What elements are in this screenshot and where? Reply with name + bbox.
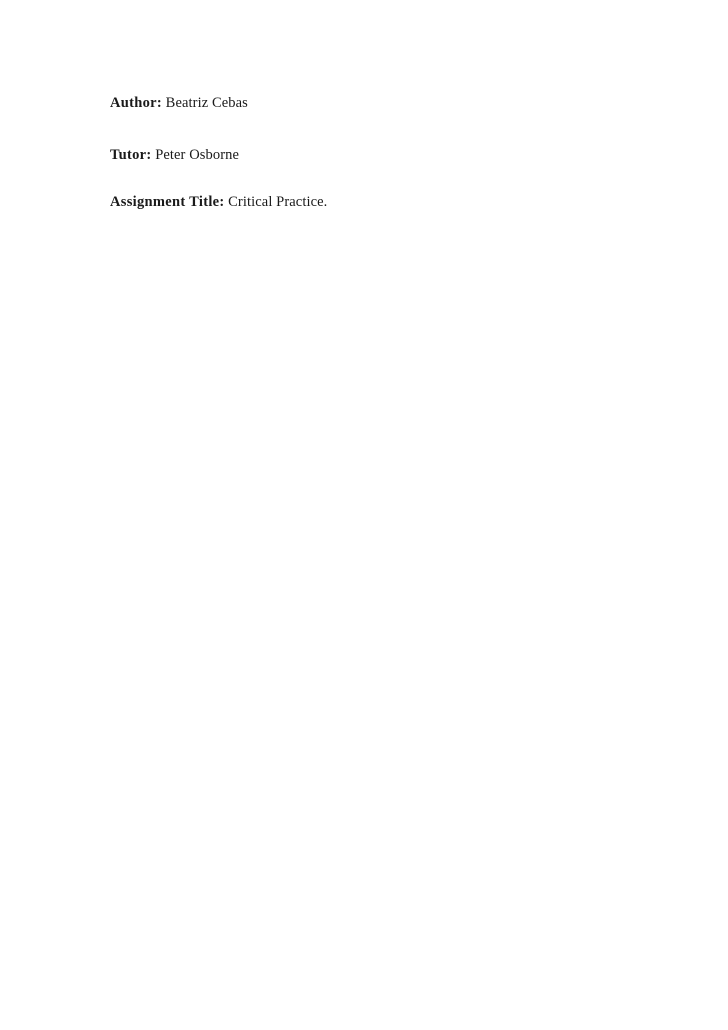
assignment-title-label: Assignment Title: (110, 194, 225, 210)
assignment-title-value: Critical Practice. (228, 194, 328, 210)
author-name: Beatriz Cebas (165, 95, 248, 111)
tutor-name: Peter Osborne (155, 147, 240, 163)
author-label: Author: (110, 95, 163, 111)
tutor-line (110, 145, 610, 165)
author-line (110, 93, 610, 113)
tutor-label: Tutor: (110, 147, 152, 163)
essay-description (110, 198, 610, 218)
